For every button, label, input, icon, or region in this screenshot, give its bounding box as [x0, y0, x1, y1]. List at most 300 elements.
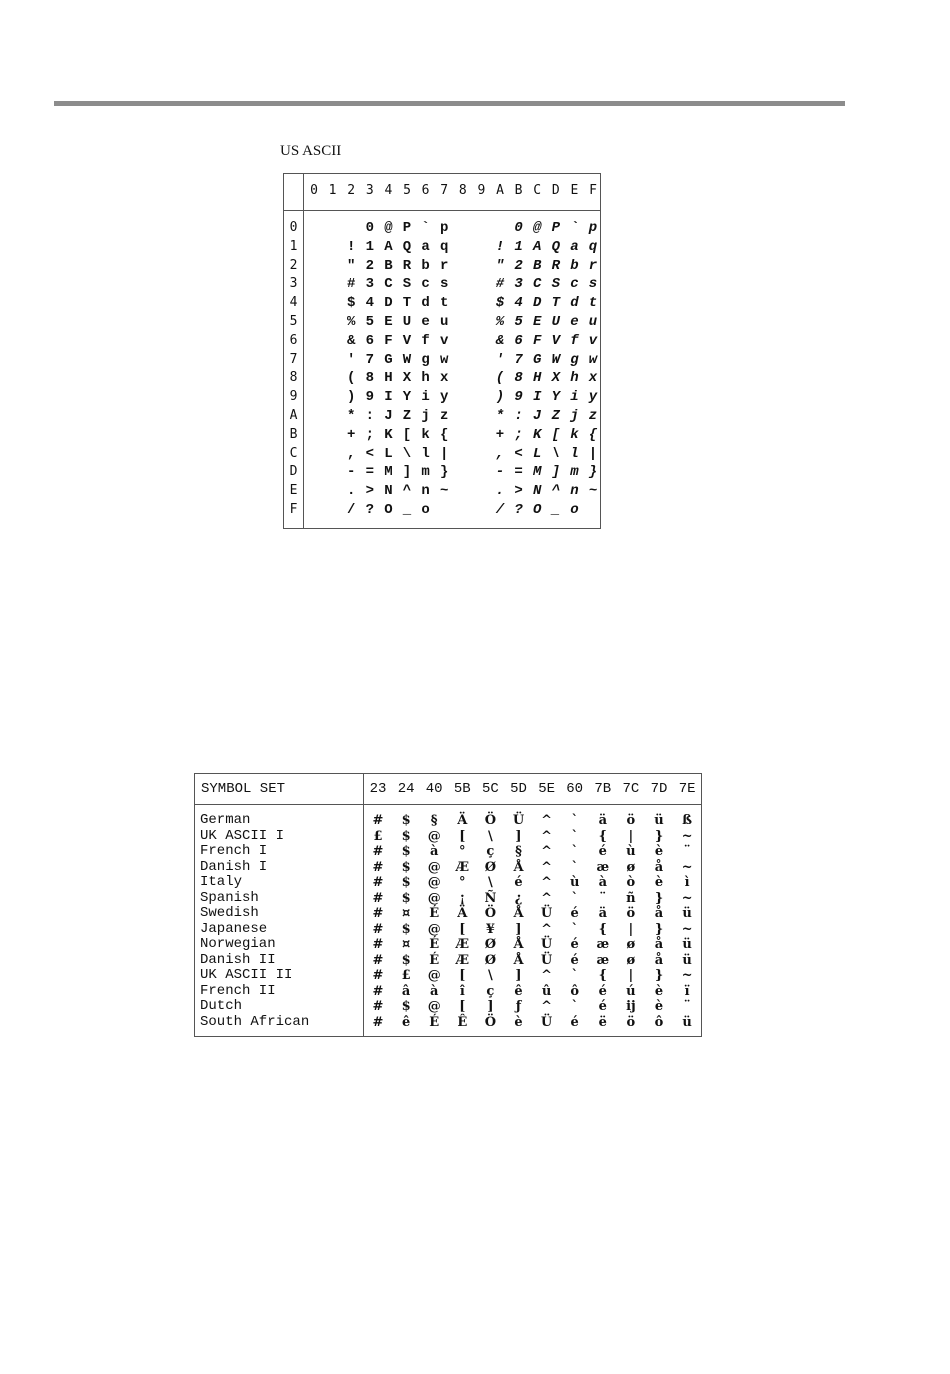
ascii-cell: \: [551, 445, 560, 462]
symbol-char: é: [570, 952, 579, 968]
ascii-cell: [: [551, 426, 560, 443]
ascii-cell: [324, 257, 342, 275]
symbol-char: ij: [626, 999, 636, 1014]
symbol-char: ß: [682, 813, 693, 828]
symbol-char: ù: [626, 844, 636, 859]
symbol-char: @: [427, 921, 441, 937]
ascii-cell: I: [532, 389, 542, 406]
symbol-char: ä: [598, 813, 608, 828]
symbol-set-row: [195, 844, 701, 860]
ascii-cell: g: [421, 351, 430, 368]
ascii-cell: [472, 257, 490, 275]
symbol-char: }: [654, 921, 664, 937]
symbol-char: é: [598, 983, 607, 999]
ascii-cell: 7: [514, 351, 523, 368]
ascii-cell: k: [421, 426, 430, 443]
ascii-cell: 3: [365, 276, 374, 293]
ascii-col-header: D: [551, 183, 560, 198]
ascii-cell: [324, 407, 342, 425]
ascii-cell: U: [402, 314, 412, 330]
symbol-char: °: [459, 844, 466, 859]
symbol-char: Ä: [457, 813, 468, 828]
symbol-char: $: [401, 828, 411, 844]
symbol-char: Ñ: [484, 890, 497, 906]
ascii-col-header: 1: [328, 183, 337, 198]
symbol-char: Ö: [484, 1014, 497, 1030]
symbol-char: ~: [681, 921, 693, 937]
ascii-cell: [454, 388, 472, 406]
symbol-char: Ü: [540, 952, 553, 968]
ascii-cell: [454, 482, 472, 500]
ascii-col-header: A: [496, 183, 504, 198]
ascii-cell: $: [495, 295, 505, 312]
ascii-col-header: F: [589, 183, 597, 198]
ascii-cell: |: [588, 445, 598, 462]
ascii-cell: [305, 445, 323, 463]
symbol-code-header: 5B: [453, 781, 471, 797]
symbol-char: ¨: [683, 844, 691, 859]
ascii-cell: L: [384, 445, 393, 462]
ascii-cell: [472, 275, 490, 293]
ascii-cell: 3: [514, 276, 523, 293]
symbol-char: ^: [541, 999, 553, 1014]
symbol-char: £: [373, 828, 383, 844]
symbol-code-header: 5E: [538, 781, 555, 797]
ascii-cell: q: [588, 238, 598, 255]
ascii-cell: [472, 313, 490, 331]
ascii-cell: w: [588, 351, 598, 368]
ascii-cell: Y: [402, 389, 412, 406]
symbol-char: §: [430, 813, 438, 828]
symbol-char: ç: [486, 983, 495, 999]
ascii-cell: [454, 426, 472, 444]
ascii-cell: b: [421, 257, 430, 274]
ascii-row-header: B: [289, 426, 298, 442]
ascii-cell: ): [346, 389, 356, 406]
ascii-cell: e: [570, 314, 579, 330]
ascii-cell: A: [532, 238, 542, 255]
ascii-cell: E: [384, 314, 393, 330]
ascii-col-header: 6: [421, 183, 430, 198]
ascii-cell: 6: [365, 332, 374, 349]
symbol-char: @: [427, 828, 441, 844]
symbol-char: `: [571, 890, 578, 906]
symbol-char: å: [654, 937, 664, 952]
ascii-cell: %: [346, 314, 356, 330]
symbol-char: ú: [626, 983, 636, 999]
symbol-code-header: 24: [397, 781, 415, 797]
ascii-cell: [324, 445, 342, 463]
ascii-cell: \: [402, 445, 412, 462]
symbol-set-row: [195, 937, 701, 953]
ascii-cell: [472, 501, 490, 519]
symbol-char: #: [372, 1014, 384, 1030]
ascii-cell: I: [384, 389, 393, 406]
ascii-cell: &: [346, 332, 356, 349]
ascii-col-header: 3: [365, 183, 374, 198]
ascii-cell: [: [402, 426, 412, 443]
ascii-cell: [472, 388, 490, 406]
symbol-char: ü: [682, 937, 692, 952]
ascii-cell: G: [384, 351, 393, 368]
symbol-char: |: [628, 968, 634, 983]
symbol-char: }: [654, 890, 664, 906]
ascii-cell: K: [532, 426, 542, 443]
ascii-cell: j: [421, 408, 430, 424]
ascii-cell: ": [346, 257, 356, 274]
ascii-row-header: C: [289, 445, 298, 461]
ascii-cell: =: [514, 464, 523, 481]
symbol-char: [: [459, 968, 466, 983]
symbol-horizontal-divider: [195, 804, 701, 805]
ascii-cell: y: [439, 389, 449, 406]
ascii-cell: [472, 294, 490, 312]
ascii-cell: ;: [365, 426, 374, 443]
symbol-char: ^: [541, 890, 553, 906]
symbol-char: Å: [513, 859, 524, 875]
symbol-char: ü: [682, 952, 692, 968]
ascii-cell: /: [495, 502, 505, 518]
symbol-char: #: [372, 937, 384, 952]
ascii-col-header: 7: [440, 183, 449, 198]
symbol-char: `: [571, 813, 578, 828]
symbol-code-header: 7C: [622, 781, 640, 797]
ascii-cell: V: [402, 332, 412, 349]
symbol-char: #: [372, 999, 384, 1014]
ascii-cell: R: [402, 257, 412, 274]
ascii-cell: >: [514, 483, 523, 500]
symbol-char: Ü: [512, 813, 525, 828]
ascii-cell: [454, 501, 472, 519]
symbol-char: ^: [541, 968, 553, 983]
ascii-cell: *: [346, 408, 356, 424]
ascii-cell: F: [384, 332, 393, 349]
ascii-cell: @: [532, 220, 542, 236]
ascii-cell: g: [570, 351, 579, 368]
symbol-char: ø: [626, 859, 636, 875]
ascii-cell: V: [551, 332, 560, 349]
symbol-set-row: [195, 922, 701, 938]
ascii-cell: [305, 369, 323, 387]
symbol-char: #: [372, 983, 384, 999]
symbol-char: é: [598, 844, 607, 859]
symbol-set-row: [195, 813, 701, 829]
symbol-char: ƒ: [515, 999, 522, 1014]
ascii-cell: H: [532, 370, 542, 387]
ascii-row-header: 5: [289, 314, 298, 329]
ascii-cell: x: [588, 370, 598, 387]
ascii-cell: e: [421, 314, 430, 330]
symbol-char: Ø: [484, 952, 497, 968]
symbol-char: Ü: [540, 906, 553, 921]
ascii-cell: *: [495, 408, 505, 424]
symbol-set-name: Dutch: [200, 998, 243, 1014]
symbol-char: {: [598, 968, 607, 983]
ascii-cell: !: [495, 238, 505, 255]
ascii-cell: [472, 445, 490, 463]
ascii-cell: [472, 482, 490, 500]
symbol-char: ¥: [485, 921, 495, 937]
ascii-cell: [472, 219, 490, 237]
symbol-char: ö: [626, 1014, 636, 1030]
ascii-cell: o: [421, 502, 430, 518]
symbol-char: ]: [487, 999, 494, 1014]
symbol-char: $: [401, 875, 411, 890]
ascii-cell: [454, 238, 472, 256]
ascii-cell: s: [439, 276, 449, 293]
ascii-cell: `: [570, 220, 579, 236]
ascii-cell: [324, 238, 342, 256]
ascii-cell: (: [495, 370, 505, 387]
symbol-char: Ê: [457, 1014, 468, 1030]
ascii-cell: `: [421, 220, 430, 236]
ascii-cell: [305, 426, 323, 444]
ascii-cell: -: [495, 464, 505, 481]
ascii-cell: G: [532, 351, 542, 368]
ascii-cell: O: [384, 502, 393, 518]
top-rule: [54, 101, 845, 106]
symbol-set-name: Danish I: [200, 858, 268, 875]
symbol-char: #: [372, 952, 384, 968]
symbol-char: ø: [626, 937, 636, 952]
ascii-cell: [305, 463, 323, 481]
ascii-cell: ": [495, 257, 505, 274]
symbol-char: ¤: [401, 937, 411, 952]
symbol-char: @: [427, 999, 441, 1014]
ascii-cell: 0: [365, 220, 374, 236]
ascii-cell: +: [495, 426, 505, 443]
symbol-code-header: 7E: [678, 781, 696, 797]
ascii-cell: ): [495, 389, 505, 406]
symbol-char: ë: [598, 1014, 607, 1030]
symbol-char: å: [654, 952, 664, 968]
symbol-char: @: [427, 968, 441, 983]
symbol-set-row: [195, 860, 701, 876]
ascii-cell: [454, 351, 472, 369]
ascii-cell: [305, 238, 323, 256]
ascii-col-header: 5: [403, 183, 411, 198]
symbol-char: É: [429, 906, 440, 921]
ascii-cell: [472, 238, 490, 256]
ascii-cell: i: [421, 389, 430, 406]
ascii-cell: P: [551, 220, 560, 236]
ascii-cell: y: [588, 389, 598, 406]
ascii-cell: b: [570, 257, 579, 274]
ascii-cell: 1: [365, 238, 374, 255]
ascii-cell: [324, 294, 342, 312]
symbol-char: @: [427, 890, 441, 906]
ascii-cell: 2: [365, 257, 374, 274]
symbol-char: $: [401, 844, 411, 859]
symbol-char: }: [654, 828, 664, 844]
ascii-cell: <: [514, 445, 523, 462]
ascii-cell: J: [532, 408, 542, 424]
ascii-cell: [305, 257, 323, 275]
symbol-char: â: [401, 983, 411, 999]
ascii-col-header: 4: [384, 183, 393, 198]
ascii-cell: C: [532, 276, 542, 293]
ascii-cell: [472, 463, 490, 481]
symbol-set-name: German: [200, 812, 251, 828]
ascii-cell: q: [439, 238, 449, 255]
ascii-cell: 2: [514, 257, 523, 274]
ascii-cell: [472, 332, 490, 350]
ascii-cell: _: [551, 502, 560, 518]
ascii-cell: 9: [365, 389, 374, 406]
ascii-cell: @: [384, 220, 393, 236]
ascii-cell: [305, 275, 323, 293]
ascii-col-header: E: [570, 183, 579, 198]
ascii-cell: S: [551, 276, 560, 293]
symbol-set-row: [195, 891, 701, 907]
symbol-char: §: [515, 844, 522, 859]
ascii-cell: {: [439, 426, 449, 443]
symbol-char: Ä: [457, 906, 468, 921]
ascii-cell: |: [439, 445, 449, 462]
ascii-row-header: 9: [289, 389, 298, 405]
ascii-cell: &: [495, 332, 505, 349]
symbol-char: #: [372, 921, 384, 937]
ascii-cell: d: [570, 295, 579, 312]
ascii-row-header: 8: [289, 370, 298, 386]
symbol-char: è: [654, 983, 664, 999]
ascii-cell: X: [402, 370, 412, 387]
symbol-char: ]: [515, 921, 522, 937]
symbol-char: #: [372, 968, 384, 983]
ascii-cell: ~: [588, 483, 598, 500]
ascii-cell: [435, 501, 453, 519]
symbol-char: É: [429, 1014, 440, 1030]
symbol-char: å: [654, 906, 664, 921]
symbol-char: `: [571, 921, 578, 937]
ascii-cell: }: [588, 464, 598, 481]
ascii-row-header: F: [289, 502, 298, 517]
symbol-char: Ø: [484, 937, 497, 952]
symbol-code-header: 7D: [650, 781, 668, 797]
symbol-char: Æ: [455, 952, 470, 968]
symbol-char: ê: [514, 983, 523, 999]
ascii-cell: /: [346, 502, 356, 518]
symbol-set-header: SYMBOL SET: [201, 781, 286, 797]
symbol-char: É: [429, 937, 440, 952]
ascii-cell: =: [365, 464, 374, 481]
ascii-cell: [454, 369, 472, 387]
symbol-char: æ: [596, 859, 610, 875]
ascii-cell: [305, 388, 323, 406]
ascii-cell: ~: [439, 483, 449, 500]
ascii-cell: ;: [514, 426, 523, 443]
ascii-cell: F: [532, 332, 542, 349]
symbol-char: Æ: [455, 937, 470, 952]
ascii-cell: [305, 219, 323, 237]
ascii-cell: [305, 482, 323, 500]
ascii-cell: ': [346, 351, 356, 368]
ascii-cell: !: [346, 238, 356, 255]
ascii-cell: T: [402, 295, 412, 312]
symbol-char: `: [571, 999, 578, 1014]
ascii-cell: [324, 313, 342, 331]
ascii-cell: a: [570, 238, 579, 255]
ascii-cell: W: [551, 351, 560, 368]
symbol-char: ^: [541, 844, 553, 859]
symbol-char: ~: [681, 859, 693, 875]
symbol-char: @: [427, 859, 441, 875]
symbol-char: è: [514, 1014, 523, 1030]
ascii-cell: H: [384, 370, 393, 387]
symbol-char: ü: [682, 1014, 692, 1030]
symbol-char: ñ: [626, 890, 636, 906]
symbol-char: Æ: [455, 859, 470, 875]
symbol-set-row: [195, 984, 701, 1000]
ascii-cell: l: [421, 445, 430, 462]
table-caption: US ASCII: [280, 143, 342, 159]
symbol-char: $: [401, 859, 411, 875]
ascii-cell: h: [570, 370, 579, 387]
ascii-cell: p: [439, 220, 449, 236]
symbol-set-table: [194, 773, 702, 1037]
ascii-cell: >: [365, 483, 374, 500]
ascii-cell: x: [439, 370, 449, 387]
symbol-char: å: [654, 859, 664, 875]
symbol-char: ¤: [401, 906, 411, 921]
symbol-char: ô: [654, 1014, 664, 1030]
ascii-cell: n: [421, 483, 430, 500]
symbol-code-header: 23: [369, 781, 387, 797]
ascii-vertical-divider: [303, 174, 304, 528]
symbol-char: $: [401, 952, 411, 968]
ascii-cell: d: [421, 295, 430, 312]
symbol-char: #: [372, 813, 384, 828]
ascii-cell: r: [439, 257, 449, 274]
ascii-cell: [324, 463, 342, 481]
ascii-cell: c: [570, 276, 579, 293]
symbol-set-name: Spanish: [200, 889, 259, 906]
symbol-char: `: [571, 844, 578, 859]
ascii-cell: $: [346, 295, 356, 312]
symbol-char: ^: [541, 813, 553, 828]
ascii-cell: [454, 219, 472, 237]
symbol-char: £: [401, 968, 411, 983]
ascii-cell: D: [384, 295, 393, 312]
ascii-cell: N: [384, 483, 393, 500]
symbol-char: Å: [513, 906, 524, 921]
symbol-code-header: 5C: [481, 781, 499, 797]
ascii-cell: 8: [365, 370, 374, 387]
ascii-row-header: 0: [289, 220, 298, 235]
symbol-char: Ö: [484, 813, 497, 828]
symbol-char: ^: [541, 875, 553, 890]
ascii-cell: 6: [514, 332, 523, 349]
ascii-cell: ]: [402, 464, 412, 481]
symbol-set-row: [195, 1015, 701, 1031]
ascii-cell: Y: [551, 389, 560, 406]
symbol-code-header: 40: [425, 781, 443, 797]
ascii-cell: o: [570, 502, 579, 518]
symbol-char: ^: [541, 921, 553, 937]
ascii-cell: j: [570, 408, 579, 424]
ascii-cell: -: [346, 464, 356, 481]
symbol-char: ¨: [683, 999, 691, 1014]
symbol-char: ¡: [459, 890, 466, 906]
ascii-row-header: 6: [289, 332, 298, 348]
ascii-cell: c: [421, 276, 430, 293]
ascii-cell: f: [570, 332, 579, 349]
ascii-cell: [324, 369, 342, 387]
ascii-cell: [324, 501, 342, 519]
symbol-char: à: [429, 983, 439, 999]
ascii-cell: a: [421, 238, 430, 255]
ascii-cell: [491, 219, 509, 237]
